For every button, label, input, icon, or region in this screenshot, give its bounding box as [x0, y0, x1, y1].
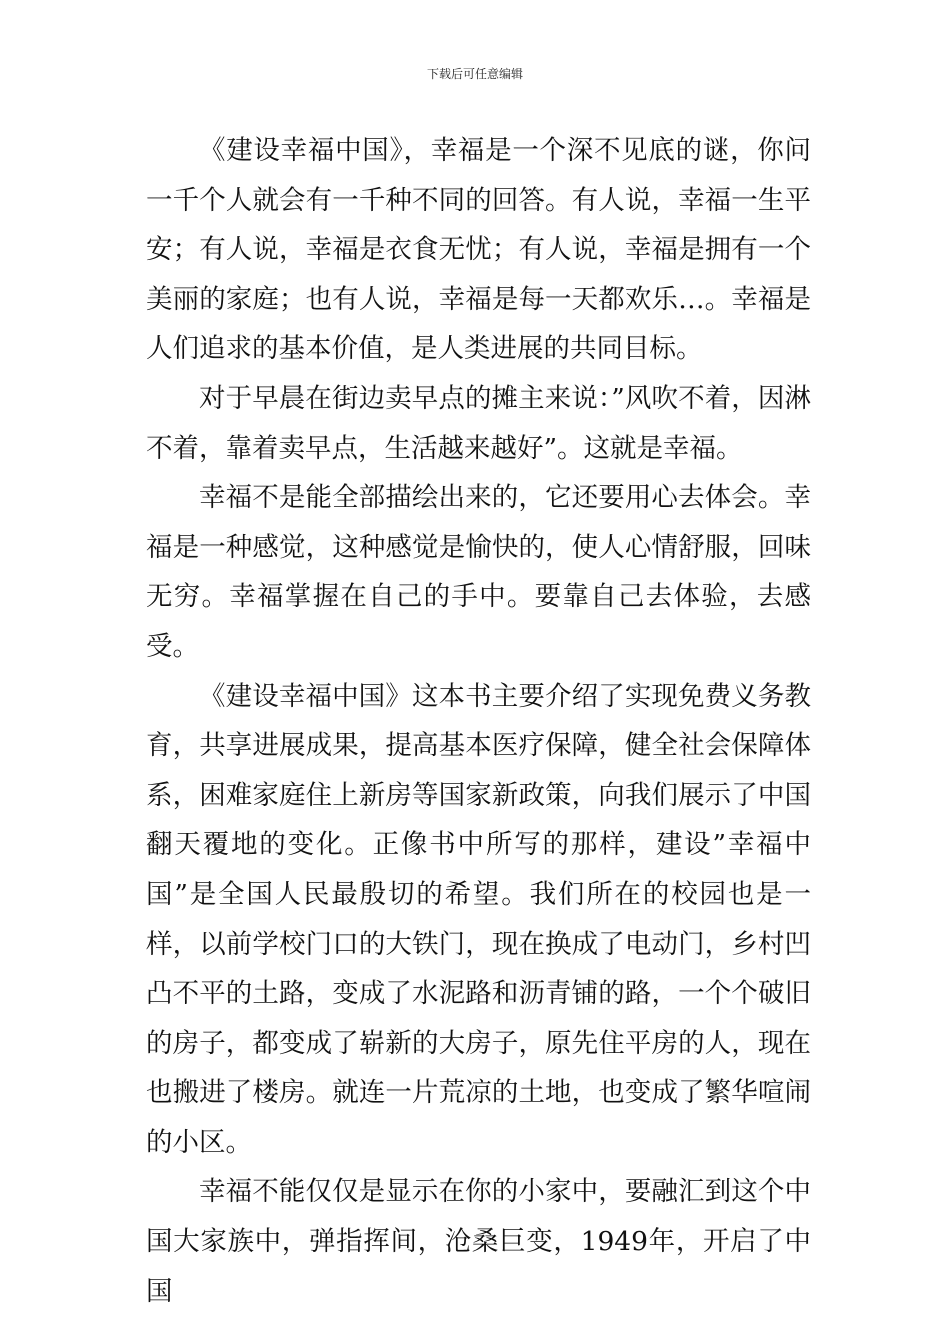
document-body: [146, 126, 811, 1316]
paragraph-2: 对于早晨在街边卖早点的摊主来说：”风吹不着，因淋不着，靠着卖早点，生活越来越好”。这就是幸福。: [146, 382, 811, 464]
page-header: 下载后可任意编辑: [426, 67, 523, 81]
paragraph-4: 《建设幸福中国》这本书主要介绍了实现免费义务教育，共享进展成果，提高基本医疗保障，健全社会保障体系，困难家庭住上新房等国家新政策，向我们展示了中国翻天覆地的变化。正像书中所写的那样，建设”幸福中国”是全国人民最殷切的希望。我们所在的校园也是一样，以前学校门口的大铁门，现在换成了电动门，乡村凹凸不平的土路，变成了水泥路和沥青铺的路，一个个破旧的房子，都变成了崭新的大房子，原先住平房的人，现在也搬进了楼房。就连一片荒凉的土地，也变成了繁华喧闹的小区。: [146, 680, 811, 1158]
paragraph-3: 幸福不是能全部描绘出来的，它还要用心去体会。幸福是一种感觉，这种感觉是愉快的，使人心情舒服，回味无穷。幸福掌握在自己的手中。要靠自己去体验，去感受。: [146, 482, 811, 662]
paragraph-5: 幸福不能仅仅是显示在你的小家中，要融汇到这个中国大家族中，弹指挥间，沧桑巨变，1949年，开启了中国: [146, 1176, 811, 1307]
paragraph-1: 《建设幸福中国》，幸福是一个深不见底的谜，你问一千个人就会有一千种不同的回答。有人说，幸福一生平安；有人说，幸福是衣食无忧；有人说，幸福是拥有一个美丽的家庭；也有人说，幸福是每一天都欢乐…。幸福是人们追求的基本价值，是人类进展的共同目标。: [146, 135, 811, 365]
